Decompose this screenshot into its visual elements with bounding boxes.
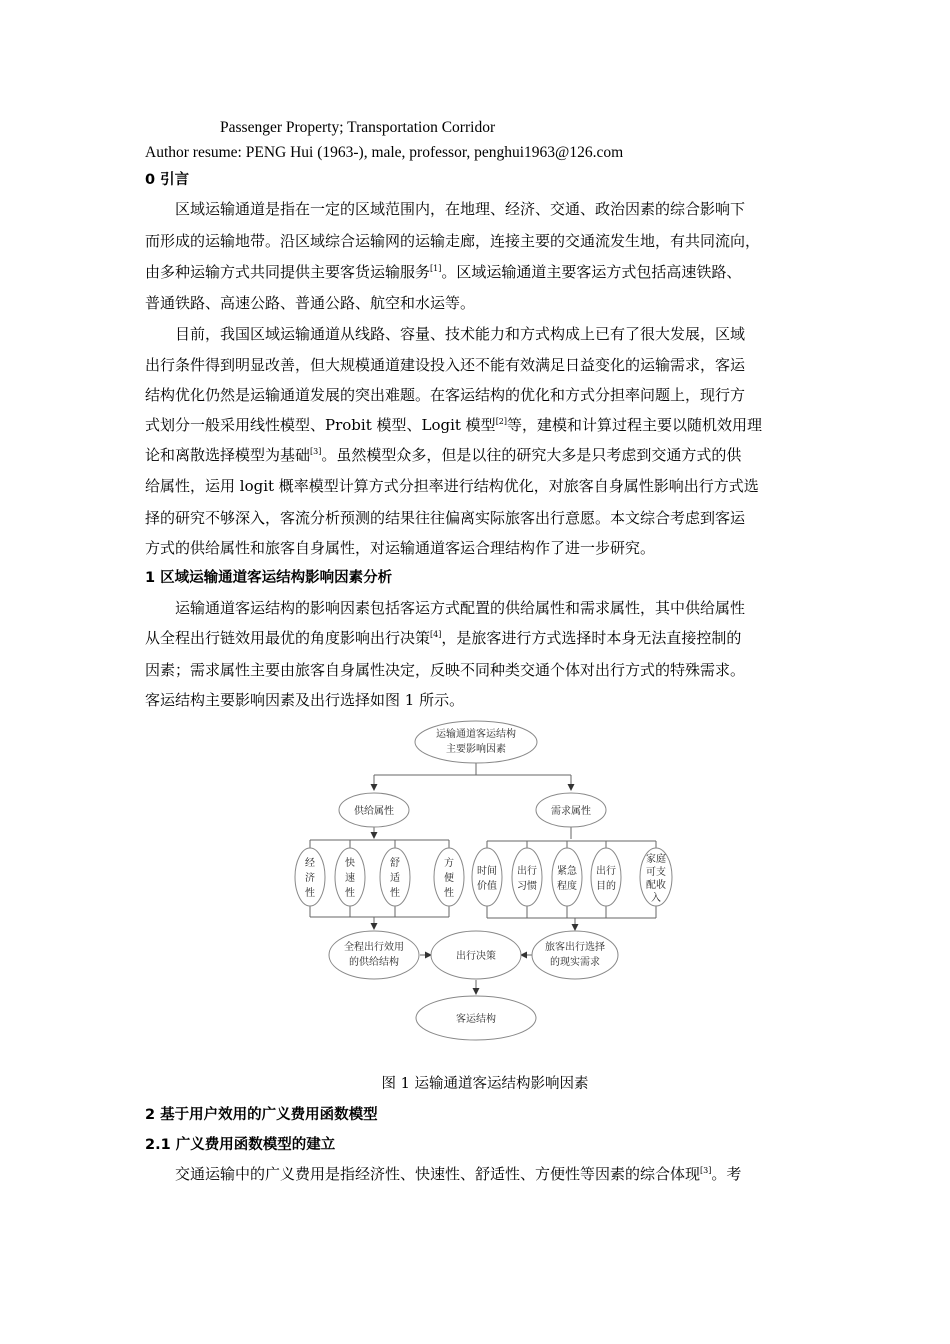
node-supply-structure <box>329 931 419 979</box>
text-line: 因素；需求属性主要由旅客自身属性决定，反映不同种类交通个体对出行方式的特殊需求。 <box>145 661 746 679</box>
text-run: 交通运输中的广义费用是指经济性、快速性、舒适性、方便性等因素的综合体现 <box>175 1165 701 1183</box>
text-run: ，是旅客进行方式选择时本身无法直接控制的 <box>441 629 742 647</box>
node-travel-decision <box>431 931 521 979</box>
text: 配收 <box>646 880 666 891</box>
text-run: 等，建模和计算过程主要以随机效用理 <box>507 416 763 434</box>
text-line: 而形成的运输地带。沿区域综合运输网的运输走廊，连接主要的交通流发生地，有共同流向， <box>145 232 761 250</box>
supply-item-comfort <box>380 848 410 906</box>
text-line: 普通铁路、高速公路、普通公路、航空和水运等。 <box>145 294 476 312</box>
text: 家庭 <box>646 854 666 865</box>
node-demand-attributes <box>536 793 606 827</box>
node-demand-reality <box>532 931 618 979</box>
char: 经 <box>305 858 315 869</box>
text-run: 式划分一般采用线性模型、Probit 模型、Logit 模型 <box>145 416 496 434</box>
keywords-continuation: Passenger Property; Transportation Corridor <box>220 119 496 136</box>
text-line: 区域运输通道是指在一定的区域范围内，在地理、经济、交通、政治因素的综合影响下 <box>175 200 746 218</box>
text-line: 出行条件得到明显改善，但大规模通道建设投入还不能有效满足日益变化的运输需求，客运 <box>145 356 746 374</box>
char: 适 <box>390 873 400 884</box>
node-supply-label: 供给属性 <box>354 806 394 817</box>
text: 价值 <box>477 881 497 892</box>
node-root-line1: 运输通道客运结构 <box>436 729 516 740</box>
text-line: 客运结构主要影响因素及出行选择如图 1 所示。 <box>145 691 465 709</box>
text-line: 择的研究不够深入，客流分析预测的结果往往偏离实际旅客出行意愿。本文综合考虑到客运 <box>145 509 746 527</box>
char: 便 <box>444 873 454 884</box>
demand-item-habit <box>512 848 542 906</box>
text-run: 从全程出行链效用最优的角度影响出行决策 <box>145 629 431 647</box>
node-root-line2: 主要影响因素 <box>446 744 506 755</box>
text-run: 。虽然模型众多，但是以往的研究大多是只考虑到交通方式的供 <box>321 446 742 464</box>
text: 入 <box>651 893 661 904</box>
author-resume: Author resume: PENG Hui (1963-), male, professor, penghui1963@126.com <box>145 144 624 161</box>
text: 出行 <box>596 866 616 877</box>
text-run: 。考 <box>711 1165 742 1183</box>
node-line: 的现实需求 <box>550 957 600 968</box>
node-passenger-structure <box>416 996 536 1040</box>
supply-item-speed <box>335 848 365 906</box>
demand-item-purpose <box>591 848 621 906</box>
text-run: 由多种运输方式共同提供主要客货运输服务 <box>145 263 431 281</box>
node-line: 旅客出行选择 <box>545 942 605 953</box>
text: 出行 <box>517 866 537 877</box>
text-run: 。区域运输通道主要客运方式包括高速铁路、 <box>441 263 742 281</box>
demand-item-income <box>640 848 672 906</box>
citation: [3] <box>310 447 322 456</box>
char: 快 <box>345 858 355 869</box>
text-line: 目前，我国区域运输通道从线路、容量、技术能力和方式构成上已有了很大发展，区域 <box>175 325 746 343</box>
text: 时间 <box>477 866 497 877</box>
supply-item-convenience <box>434 848 464 906</box>
char: 性 <box>390 888 400 899</box>
section-2-heading: 2 基于用户效用的广义费用函数模型 <box>145 1107 378 1123</box>
demand-item-time-value <box>472 848 502 906</box>
node-line: 客运结构 <box>456 1014 496 1025</box>
demand-item-urgency <box>552 848 582 906</box>
text-line: 运输通道客运结构的影响因素包括客运方式配置的供给属性和需求属性，其中供给属性 <box>175 599 746 617</box>
text-line: 结构优化仍然是运输通道发展的突出难题。在客运结构的优化和方式分担率问题上，现行方 <box>145 386 746 404</box>
node-demand-label: 需求属性 <box>551 806 591 817</box>
text-line: 给属性，运用 logit 概率模型计算方式分担率进行结构优化，对旅客自身属性影响出行方式选 <box>145 477 759 495</box>
text-line: 方式的供给属性和旅客自身属性，对运输通道客运合理结构作了进一步研究。 <box>145 539 656 557</box>
supply-item-economy <box>295 848 325 906</box>
citation: [4] <box>430 630 442 639</box>
citation: [3] <box>700 1166 712 1175</box>
text: 可支 <box>646 867 666 878</box>
citation: [1] <box>430 264 442 273</box>
citation: [2] <box>495 417 508 426</box>
section-0-heading: 0 引言 <box>145 172 190 188</box>
char: 性 <box>305 888 315 899</box>
char: 济 <box>305 873 315 884</box>
node-root <box>415 721 537 763</box>
char: 速 <box>345 873 355 884</box>
text: 紧急 <box>557 866 577 877</box>
node-line: 出行决策 <box>456 951 496 962</box>
text-line <box>145 1159 855 1189</box>
text-run: 论和离散选择模型为基础 <box>145 446 311 464</box>
text: 程度 <box>557 881 577 892</box>
char: 舒 <box>390 858 400 869</box>
section-2-1-heading: 2.1 广义费用函数模型的建立 <box>145 1137 336 1153</box>
section-1-heading: 1 区域运输通道客运结构影响因素分析 <box>145 570 393 586</box>
char: 方 <box>444 858 454 869</box>
node-supply-attributes <box>339 793 409 827</box>
char: 性 <box>444 888 454 899</box>
char: 性 <box>345 888 355 899</box>
node-line: 的供给结构 <box>349 957 399 968</box>
text: 习惯 <box>517 881 537 892</box>
text: 目的 <box>596 881 616 892</box>
node-line: 全程出行效用 <box>344 942 404 953</box>
figure-1-caption: 图 1 运输通道客运结构影响因素 <box>381 1076 589 1092</box>
